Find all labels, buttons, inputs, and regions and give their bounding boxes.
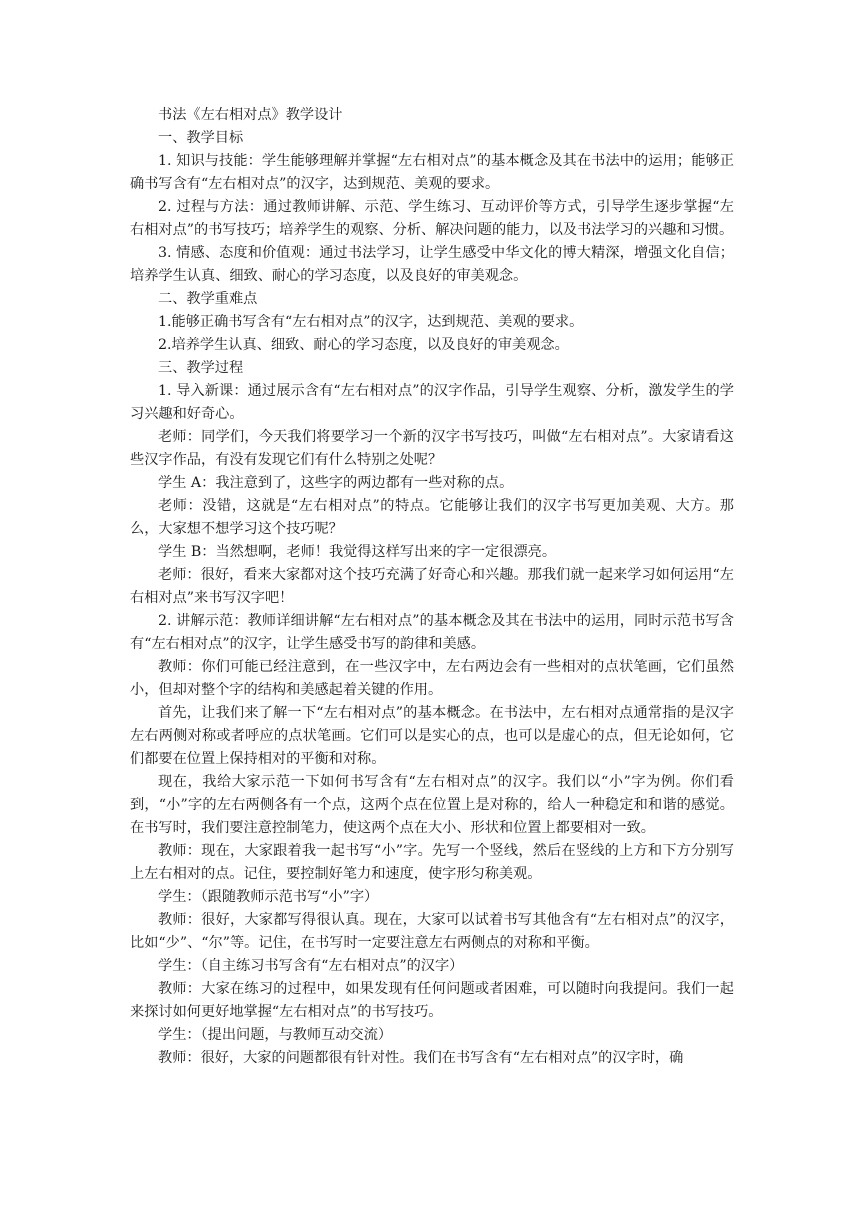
paragraph: 老师：很好，看来大家都对这个技巧充满了好奇心和兴趣。那我们就一起来学习如何运用“左右相对点”来书写汉字吧！ xyxy=(130,567,734,606)
paragraph: 学生 B：当然想啊，老师！我觉得这样写出来的字一定很漂亮。 xyxy=(158,544,557,560)
paragraph: 教师：你们可能已经注意到，在一些汉字中，左右两边会有一些相对的点状笔画，它们虽然小，但却对整个字的结构和美感起着关键的作用。 xyxy=(130,659,734,698)
paragraph: 1. 导入新课：通过展示含有“左右相对点”的汉字作品，引导学生观察、分析，激发学生的学习兴趣和好奇心。 xyxy=(130,383,734,422)
section-heading-goals: 一、教学目标 xyxy=(158,130,244,146)
paragraph: 学生：（自主练习书写含有“左右相对点”的汉字） xyxy=(158,958,464,974)
document-title: 书法《左右相对点》教学设计 xyxy=(158,107,343,123)
paragraph: 首先，让我们来了解一下“左右相对点”的基本概念。在书法中，左右相对点通常指的是汉字左右两侧对称或者呼应的点状笔画。它们可以是实心的点，也可以是虚心的点，但无论如何，它们都要在位置上保持相对的平衡和对称。 xyxy=(130,705,734,767)
paragraph: 1. 知识与技能：学生能够理解并掌握“左右相对点”的基本概念及其在书法中的运用；能够正确书写含有“左右相对点”的汉字，达到规范、美观的要求。 xyxy=(130,153,734,192)
section-heading-key-points: 二、教学重难点 xyxy=(158,291,258,307)
paragraph: 学生：（提出问题，与教师互动交流） xyxy=(158,1027,393,1043)
paragraph: 学生 A：我注意到了，这些字的两边都有一些对称的点。 xyxy=(158,475,514,491)
paragraph: 教师：很好，大家的问题都很有针对性。我们在书写含有“左右相对点”的汉字时，确 xyxy=(158,1050,684,1066)
section-heading-process: 三、教学过程 xyxy=(158,360,244,376)
paragraph: 2.培养学生认真、细致、耐心的学习态度，以及良好的审美观念。 xyxy=(158,337,569,353)
paragraph: 教师：大家在练习的过程中，如果发现有任何问题或者困难，可以随时向我提问。我们一起来探讨如何更好地掌握“左右相对点”的书写技巧。 xyxy=(130,981,734,1020)
paragraph: 1.能够正确书写含有“左右相对点”的汉字，达到规范、美观的要求。 xyxy=(158,314,584,330)
paragraph: 教师：很好，大家都写得很认真。现在，大家可以试着书写其他含有“左右相对点”的汉字，比如“少”、“尔”等。记住，在书写时一定要注意左右两侧点的对称和平衡。 xyxy=(130,912,734,951)
paragraph: 2. 讲解示范：教师详细讲解“左右相对点”的基本概念及其在书法中的运用，同时示范书写含有“左右相对点”的汉字，让学生感受书写的韵律和美感。 xyxy=(130,613,734,652)
document-page xyxy=(130,104,734,1070)
paragraph: 学生：（跟随教师示范书写“小”字） xyxy=(158,889,379,905)
paragraph: 老师：同学们，今天我们将要学习一个新的汉字书写技巧，叫做“左右相对点”。大家请看这些汉字作品，有没有发现它们有什么特别之处呢？ xyxy=(130,429,734,468)
paragraph: 现在，我给大家示范一下如何书写含有“左右相对点”的汉字。我们以“小”字为例。你们看到，“小”字的左右两侧各有一个点，这两个点在位置上是对称的，给人一种稳定和和谐的感觉。在书写时，我们要注意控制笔力，使这两个点在大小、形状和位置上都要相对一致。 xyxy=(130,774,734,836)
paragraph: 3. 情感、态度和价值观：通过书法学习，让学生感受中华文化的博大精深，增强文化自信；培养学生认真、细致、耐心的学习态度，以及良好的审美观念。 xyxy=(130,245,734,284)
paragraph: 2. 过程与方法：通过教师讲解、示范、学生练习、互动评价等方式，引导学生逐步掌握“左右相对点”的书写技巧；培养学生的观察、分析、解决问题的能力，以及书法学习的兴趣和习惯。 xyxy=(130,199,734,238)
paragraph: 教师：现在，大家跟着我一起书写“小”字。先写一个竖线，然后在竖线的上方和下方分别写上左右相对的点。记住，要控制好笔力和速度，使字形匀称美观。 xyxy=(130,843,734,882)
paragraph: 老师：没错，这就是“左右相对点”的特点。它能够让我们的汉字书写更加美观、大方。那么，大家想不想学习这个技巧呢？ xyxy=(130,498,734,537)
